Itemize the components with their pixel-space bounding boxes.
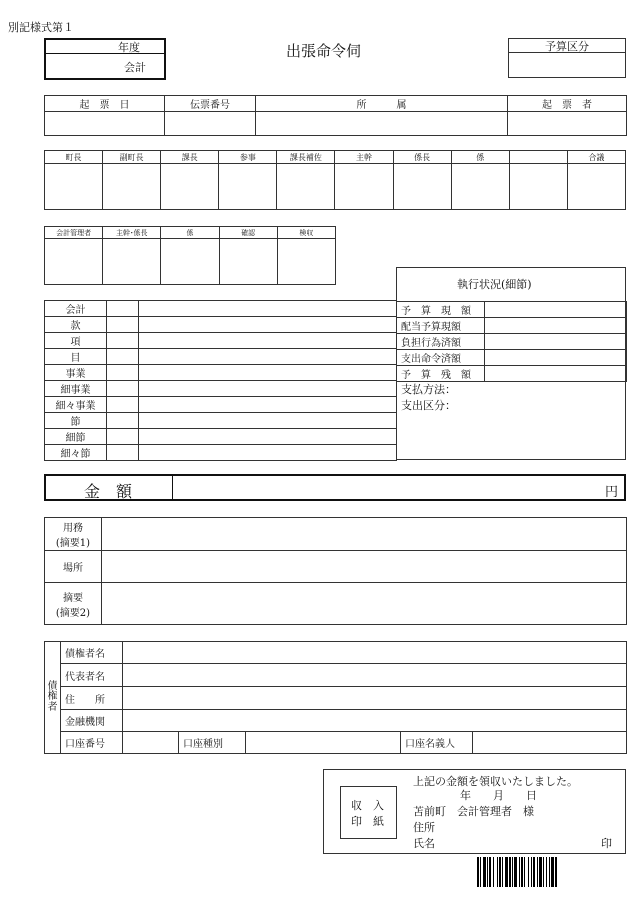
budget-code-field[interactable] <box>107 301 139 317</box>
budget-name-field[interactable] <box>139 381 397 397</box>
summary-sublabel: (摘要2) <box>55 607 91 619</box>
receipt-name-label: 氏名 <box>413 837 435 850</box>
amount-unit: 円 <box>604 485 618 500</box>
execution-value-field[interactable] <box>485 366 627 382</box>
approval2-header: 係 <box>161 227 219 239</box>
approval2-stamp-cell[interactable] <box>161 239 219 285</box>
budget-code-field[interactable] <box>107 317 139 333</box>
receipt-statement: 上記の金額を領収いたしました。 <box>413 775 578 788</box>
execution-title: 執行状況(細節) <box>457 278 532 291</box>
receipt-seal: 印 <box>601 837 612 850</box>
approval2-stamp-cell[interactable] <box>219 239 277 285</box>
budget-row <box>45 317 397 333</box>
form-id: 別記様式第１ <box>8 21 74 34</box>
approval1-header: 課長補佐 <box>277 151 335 164</box>
budget-row <box>45 333 397 349</box>
budget-name-field[interactable] <box>139 333 397 349</box>
amount-label: 金 額 <box>84 482 133 501</box>
account-type-field[interactable] <box>246 732 401 754</box>
budget-row <box>45 429 397 445</box>
budget-name-field[interactable] <box>139 317 397 333</box>
approval1-stamp-cell[interactable] <box>393 164 451 210</box>
purpose-table <box>44 517 627 625</box>
budget-name-field[interactable] <box>139 349 397 365</box>
expense-category-label: 支出区分： <box>401 399 456 412</box>
budget-label: 節 <box>45 413 107 429</box>
receipt-date: 年 月 日 <box>460 789 537 802</box>
budget-row <box>45 301 397 317</box>
budget-table <box>44 300 397 461</box>
approval2-header: 確認 <box>219 227 277 239</box>
business-label: 用務 <box>63 523 83 534</box>
budget-row <box>45 397 397 413</box>
stamp-label-1: 収 入 <box>351 799 384 812</box>
approval2-stamp-cell[interactable] <box>103 239 161 285</box>
approval1-stamp-cell[interactable] <box>509 164 567 210</box>
budget-row <box>45 381 397 397</box>
budget-row <box>45 349 397 365</box>
drafted-date-field[interactable] <box>45 112 165 136</box>
budget-label: 細々節 <box>45 445 107 461</box>
execution-label: 支出命令済額 <box>397 350 485 366</box>
representative-label: 代表者名 <box>61 664 123 687</box>
summary-label: 摘要 <box>63 592 83 604</box>
budget-name-field[interactable] <box>139 397 397 413</box>
account-number-label: 口座番号 <box>61 732 123 754</box>
execution-box <box>396 267 626 460</box>
creditor-table <box>44 641 627 754</box>
budget-name-field[interactable] <box>139 413 397 429</box>
approval2-header: 会計管理者 <box>45 227 103 239</box>
execution-row <box>397 366 627 382</box>
approval1-stamp-cell[interactable] <box>161 164 219 210</box>
approval1-header: 課長 <box>161 151 219 164</box>
approval1-header: 主幹 <box>335 151 393 164</box>
execution-table <box>396 301 627 382</box>
execution-row <box>397 334 627 350</box>
execution-label: 予 算 現 額 <box>397 302 485 318</box>
budget-label: 目 <box>45 349 107 365</box>
creditor-group-label: 債 権 者 <box>45 642 61 754</box>
budget-category-box <box>508 38 626 78</box>
amount-box <box>44 474 626 501</box>
approval1-header: 副町長 <box>103 151 161 164</box>
revenue-stamp-box <box>340 786 397 839</box>
budget-row <box>45 413 397 429</box>
approval1-stamp-cell[interactable] <box>451 164 509 210</box>
representative-field[interactable] <box>123 664 627 687</box>
summary-field[interactable] <box>102 583 627 625</box>
business-field[interactable] <box>102 518 627 551</box>
budget-name-field[interactable] <box>139 301 397 317</box>
address-field[interactable] <box>123 687 627 710</box>
execution-row <box>397 302 627 318</box>
budget-row <box>45 365 397 381</box>
budget-name-field[interactable] <box>139 429 397 445</box>
budget-label: 会計 <box>45 301 107 317</box>
department-field[interactable] <box>256 112 508 136</box>
payment-method-label: 支払方法： <box>401 383 456 396</box>
approval1-header: 町長 <box>45 151 103 164</box>
budget-label: 細事業 <box>45 381 107 397</box>
slip-number-label: 伝票番号 <box>165 96 256 112</box>
approval1-stamp-cell[interactable] <box>567 164 625 210</box>
execution-row <box>397 318 627 334</box>
execution-row <box>397 350 627 366</box>
execution-value-field[interactable] <box>485 334 627 350</box>
budget-label: 項 <box>45 333 107 349</box>
budget-name-field[interactable] <box>139 365 397 381</box>
execution-value-field[interactable] <box>485 318 627 334</box>
approval1-stamp-cell[interactable] <box>277 164 335 210</box>
drafted-date-label: 起 票 日 <box>45 96 165 112</box>
receipt-to: 苫前町 会計管理者 様 <box>413 805 534 818</box>
account-holder-field[interactable] <box>473 732 627 754</box>
approval2-header: 主幹･係長 <box>103 227 161 239</box>
budget-code-field[interactable] <box>107 365 139 381</box>
account-label: 会計 <box>124 61 146 74</box>
approval1-header: 係長 <box>393 151 451 164</box>
execution-label: 予 算 残 額 <box>397 366 485 382</box>
drafter-label: 起 票 者 <box>508 96 627 112</box>
place-field[interactable] <box>102 551 627 583</box>
budget-code-field[interactable] <box>107 349 139 365</box>
approval1-stamp-cell[interactable] <box>103 164 161 210</box>
budget-category-label: 予算区分 <box>545 40 589 53</box>
budget-label: 細節 <box>45 429 107 445</box>
creditor-name-field[interactable] <box>123 642 627 664</box>
place-label: 場所 <box>45 551 102 583</box>
budget-label: 細々事業 <box>45 397 107 413</box>
bank-field[interactable] <box>123 710 627 732</box>
budget-code-field[interactable] <box>107 445 139 461</box>
year-account-box <box>44 38 166 80</box>
department-label: 所 属 <box>256 96 508 112</box>
business-sublabel: (摘要1) <box>55 538 91 549</box>
approval1-header: 合議 <box>567 151 625 164</box>
budget-code-field[interactable] <box>107 413 139 429</box>
barcode-bar <box>557 857 558 887</box>
execution-label: 配当予算現額 <box>397 318 485 334</box>
budget-label: 事業 <box>45 365 107 381</box>
approval1-header: 参事 <box>219 151 277 164</box>
approval2-header: 検収 <box>277 227 335 239</box>
budget-row <box>45 445 397 461</box>
approval1-stamp-cell[interactable] <box>219 164 277 210</box>
header-table <box>44 95 627 136</box>
bank-label: 金融機関 <box>61 710 123 732</box>
execution-value-field[interactable] <box>485 302 627 318</box>
account-number-field[interactable] <box>123 732 179 754</box>
execution-label: 負担行為済額 <box>397 334 485 350</box>
approval1-header <box>509 151 567 164</box>
budget-code-field[interactable] <box>107 381 139 397</box>
barcode <box>477 857 617 887</box>
execution-value-field[interactable] <box>485 350 627 366</box>
creditor-name-label: 債権者名 <box>61 642 123 664</box>
approval2-stamp-cell[interactable] <box>277 239 335 285</box>
approval2-stamp-cell[interactable] <box>45 239 103 285</box>
budget-code-field[interactable] <box>107 333 139 349</box>
approval1-stamp-cell[interactable] <box>45 164 103 210</box>
receipt-box <box>323 769 626 854</box>
address-label: 住 所 <box>61 687 123 710</box>
budget-code-field[interactable] <box>107 429 139 445</box>
approval-table-2 <box>44 226 336 285</box>
year-label: 年度 <box>118 41 140 54</box>
drafter-field[interactable] <box>508 112 627 136</box>
account-holder-label: 口座名義人 <box>401 732 473 754</box>
page-title: 出張命令伺 <box>286 42 362 60</box>
approval-table-1 <box>44 150 626 210</box>
stamp-label-2: 印 紙 <box>351 815 384 828</box>
budget-label: 款 <box>45 317 107 333</box>
budget-name-field[interactable] <box>139 445 397 461</box>
account-type-label: 口座種別 <box>179 732 246 754</box>
receipt-address-label: 住所 <box>413 821 435 834</box>
approval1-header: 係 <box>451 151 509 164</box>
approval1-stamp-cell[interactable] <box>335 164 393 210</box>
slip-number-field[interactable] <box>165 112 256 136</box>
budget-code-field[interactable] <box>107 397 139 413</box>
